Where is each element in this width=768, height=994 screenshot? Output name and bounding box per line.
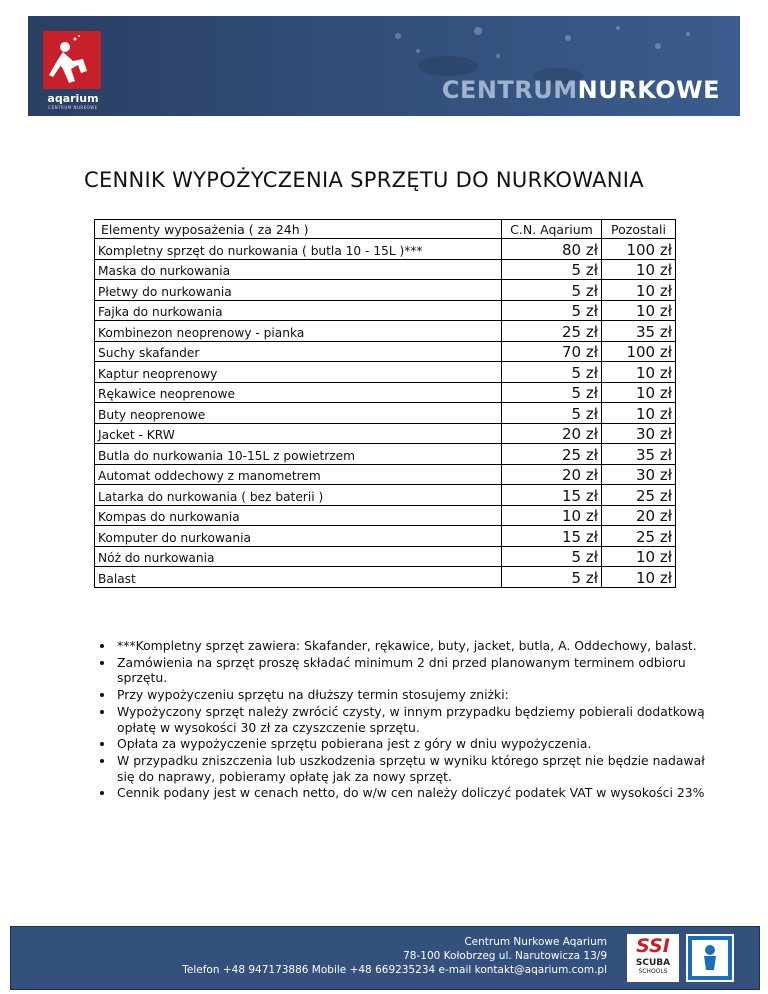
footer-phone-email: Telefon +48 947173886 Mobile +48 669235234 e-mail kontakt@aqarium.com.pl [182,964,607,976]
item-name-cell: Płetwy do nurkowania [95,280,502,301]
diver-icon [43,31,101,89]
brand-part2: NURKOWE [577,76,720,104]
table-row [95,464,676,485]
item-name-cell: Automat oddechowy z manometrem [95,464,502,485]
other-price-cell: 100 zł [602,341,676,362]
note-item: • Cennik podany jest w cenach netto, do w/w cen należy doliczyć podatek VAT w wysokości 23% [115,785,715,801]
member-price-cell: 15 zł [502,526,602,547]
member-price-cell: 20 zł [502,464,602,485]
member-price-cell: 5 zł [502,382,602,403]
note-item: • Opłata za wypożyczenie sprzętu pobierana jest z góry w dniu wypożyczenia. [115,736,715,752]
member-price-cell: 15 zł [502,485,602,506]
other-price-cell: 10 zł [602,300,676,321]
member-price-cell: 5 zł [502,546,602,567]
item-name-cell: Rękawice neoprenowe [95,382,502,403]
table-row [95,321,676,342]
column-header-other-price: Pozostali [602,220,676,239]
other-price-cell: 25 zł [602,526,676,547]
column-header-member-price: C.N. Aqarium [502,220,602,239]
member-price-cell: 5 zł [502,280,602,301]
table-row [95,382,676,403]
other-price-cell: 20 zł [602,505,676,526]
table-row [95,423,676,444]
ssi-scuba-text: SCUBA [635,958,671,968]
table-row [95,259,676,280]
other-price-cell: 25 zł [602,485,676,506]
item-name-cell: Balast [95,567,502,588]
brand-part1: CENTRUM [441,76,578,104]
logo-subtext: CENTRUM NURKOWE [48,105,98,110]
note-item: • ***Kompletny sprzęt zawiera: Skafander, rękawice, buty, jacket, butla, A. Oddechowy, balast. [115,638,715,654]
item-name-cell: Kaptur neoprenowy [95,362,502,383]
item-name-cell: Suchy skafander [95,341,502,362]
other-price-cell: 35 zł [602,444,676,465]
note-item: • W przypadku zniszczenia lub uszkodzenia sprzętu w wyniku którego sprzęt nie będzie nadawał się do naprawy, pobieramy opłatę jak za nowy sprzęt. [115,753,715,784]
table-row [95,546,676,567]
other-price-cell: 10 zł [602,259,676,280]
item-name-cell: Jacket - KRW [95,423,502,444]
table-row [95,239,676,260]
aqarium-logo [43,31,101,89]
member-price-cell: 25 zł [502,321,602,342]
item-name-cell: Komputer do nurkowania [95,526,502,547]
member-price-cell: 25 zł [502,444,602,465]
table-row [95,403,676,424]
brand-title [442,76,720,104]
other-price-cell: 10 zł [602,567,676,588]
logo-text: aqarium [47,92,99,105]
table-header-row [95,220,676,239]
table-row [95,526,676,547]
note-item: • Wypożyczony sprzęt należy zwrócić czysty, w innym przypadku będziemy pobierali dodatkową opłatę w wysokości 30 zł za czyszczenie sprzętu. [115,704,715,735]
ssi-dive-center-badge [686,934,734,982]
item-name-cell: Fajka do nurkowania [95,300,502,321]
table-row [95,300,676,321]
table-row [95,362,676,383]
item-name-cell: Kompletny sprzęt do nurkowania ( butla 10 - 15L )*** [95,239,502,260]
member-price-cell: 80 zł [502,239,602,260]
member-price-cell: 5 zł [502,259,602,280]
ssi-schools-text: SCHOOLS [638,968,668,975]
page-title: CENNIK WYPOŻYCZENIA SPRZĘTU DO NURKOWANIA [84,168,644,192]
other-price-cell: 30 zł [602,464,676,485]
other-price-cell: 30 zł [602,423,676,444]
notes-list [95,638,715,802]
table-row [95,567,676,588]
item-name-cell: Butla do nurkowania 10-15L z powietrzem [95,444,502,465]
member-price-cell: 10 zł [502,505,602,526]
price-table [94,219,676,588]
member-price-cell: 20 zł [502,423,602,444]
item-name-cell: Kombinezon neoprenowy - pianka [95,321,502,342]
footer-banner [10,926,760,990]
diver-badge-icon [686,934,734,982]
footer-contact [182,935,607,977]
other-price-cell: 10 zł [602,403,676,424]
member-price-cell: 5 zł [502,403,602,424]
member-price-cell: 5 zł [502,362,602,383]
other-price-cell: 10 zł [602,546,676,567]
other-price-cell: 10 zł [602,382,676,403]
item-name-cell: Buty neoprenowe [95,403,502,424]
note-item: • Przy wypożyczeniu sprzętu na dłuższy termin stosujemy zniżki: [115,687,715,703]
member-price-cell: 5 zł [502,300,602,321]
other-price-cell: 100 zł [602,239,676,260]
table-row [95,341,676,362]
ssi-scuba-schools-logo [627,934,679,982]
table-row [95,485,676,506]
item-name-cell: Kompas do nurkowania [95,505,502,526]
item-name-cell: Latarka do nurkowania ( bez baterii ) [95,485,502,506]
other-price-cell: 10 zł [602,280,676,301]
table-row [95,280,676,301]
header-banner [28,16,740,116]
item-name-cell: Maska do nurkowania [95,259,502,280]
ssi-logo-text: SSI [636,935,670,957]
table-row [95,505,676,526]
item-name-cell: Nóż do nurkowania [95,546,502,567]
member-price-cell: 70 zł [502,341,602,362]
other-price-cell: 10 zł [602,362,676,383]
footer-company-name: Centrum Nurkowe Aqarium [464,936,607,948]
column-header-item: Elementy wyposażenia ( za 24h ) [95,220,502,239]
member-price-cell: 5 zł [502,567,602,588]
footer-address: 78-100 Kołobrzeg ul. Narutowicza 13/9 [403,950,607,962]
note-item: • Zamówienia na sprzęt proszę składać minimum 2 dni przed planowanym terminem odbioru sprzętu. [115,655,715,686]
table-row [95,444,676,465]
other-price-cell: 35 zł [602,321,676,342]
